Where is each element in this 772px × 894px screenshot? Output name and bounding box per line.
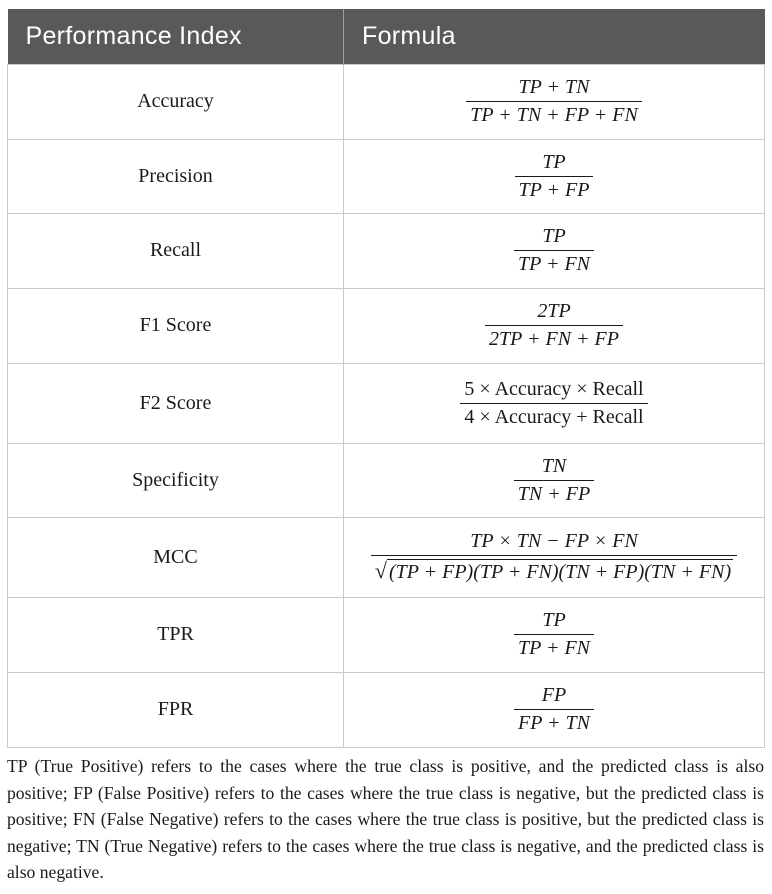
index-cell: MCC — [8, 517, 344, 597]
header-formula: Formula — [344, 9, 765, 64]
table-row-mcc — [8, 517, 765, 597]
fraction-denominator: 2TP + FN + FP — [489, 328, 619, 350]
fraction-denominator: TP + FP — [518, 178, 590, 201]
header-performance-index: Performance Index — [8, 9, 344, 64]
formula-cell — [344, 597, 765, 672]
fraction-numerator: 5 × Accuracy × Recall — [464, 377, 644, 400]
fraction-numerator: TP — [542, 225, 566, 247]
fraction-numerator: TP — [542, 609, 566, 631]
table-footnote: TP (True Positive) refers to the cases where the true class is positive, and the predicted class is also positive; FP (False Positive) refers to the cases where the true class is negative, but the predicted class is positive; FN (False Negative) refers to the cases where the true class is positive, but the predicted class is negative; TN (True Negative) refers to the cases where the true class is negative, and the predicted class is also negative. — [7, 756, 764, 882]
formula-cell — [344, 517, 765, 597]
square-root — [375, 558, 733, 584]
table-row-fpr — [8, 672, 765, 747]
fraction-numerator: TP × TN − FP × FN — [470, 530, 638, 552]
table-row-specificity — [8, 443, 765, 517]
formula-cell — [344, 213, 765, 288]
fraction-denominator: TP + FN — [517, 637, 591, 659]
formula-cell — [344, 363, 765, 443]
radical-sign: √ — [374, 558, 387, 583]
fraction-denominator: TP + FN — [517, 253, 591, 275]
fraction-denominator: (TP + FP)(TP + FN)(TN + FP)(TN + FN) — [388, 561, 732, 583]
index-cell: Precision — [8, 139, 344, 213]
fraction — [515, 151, 594, 202]
table-row-tpr — [8, 597, 765, 672]
index-cell: Accuracy — [8, 64, 344, 139]
fraction — [460, 378, 647, 429]
fraction-denominator: TN + FP — [517, 482, 591, 505]
performance-metrics-table — [7, 9, 765, 748]
fraction-numerator: 2TP — [537, 300, 571, 322]
fraction — [514, 455, 594, 506]
fraction — [466, 76, 642, 127]
fraction-denominator-root — [371, 556, 737, 584]
formula-cell — [344, 443, 765, 517]
fraction — [514, 609, 594, 660]
fraction-denominator: 4 × Accuracy + Recall — [464, 405, 644, 428]
fraction-numerator: TN — [541, 454, 567, 477]
fraction-numerator: TP — [542, 150, 566, 173]
fraction-numerator: TP + TN — [518, 76, 590, 98]
table-row-f2-score — [8, 363, 765, 443]
index-cell: FPR — [8, 672, 344, 747]
fraction — [514, 684, 594, 735]
formula-cell — [344, 672, 765, 747]
table-row-recall — [8, 213, 765, 288]
index-cell: TPR — [8, 597, 344, 672]
fraction — [514, 225, 594, 276]
table-header-row — [8, 9, 765, 64]
fraction-numerator: FP — [541, 684, 567, 706]
fraction-denominator: TP + TN + FP + FN — [470, 104, 638, 126]
index-cell: Specificity — [8, 443, 344, 517]
index-cell: F2 Score — [8, 363, 344, 443]
index-cell: F1 Score — [8, 288, 344, 363]
formula-cell — [344, 139, 765, 213]
table-row-accuracy — [8, 64, 765, 139]
metrics-table-container — [7, 9, 764, 748]
formula-cell — [344, 64, 765, 139]
fraction-denominator: FP + TN — [517, 712, 591, 734]
formula-cell — [344, 288, 765, 363]
index-cell: Recall — [8, 213, 344, 288]
fraction — [371, 530, 737, 584]
table-row-precision — [8, 139, 765, 213]
fraction — [485, 300, 623, 351]
table-row-f1-score — [8, 288, 765, 363]
